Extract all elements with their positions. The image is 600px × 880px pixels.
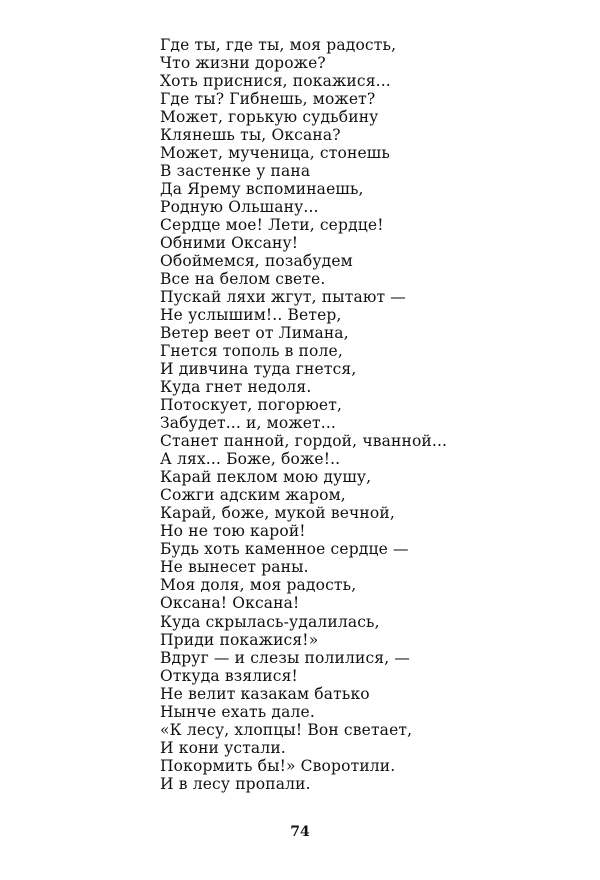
poem-line: Гнется тополь в поле, [160,342,343,361]
poem-line: Оксана! Оксана! [160,594,300,613]
poem-line: Карай пеклом мою душу, [160,468,372,487]
poem-line: Хоть приснися, покажися... [160,72,391,91]
poem-line: Забудет... и, может... [160,414,337,433]
poem-line: Может, мученица, стонешь [160,144,390,163]
poem-line: И кони устали. [160,738,286,757]
poem-line: Приди покажися!» [160,630,319,649]
poem-line: «К лесу, хлопцы! Вон светает, [160,720,413,739]
poem-line: Да Ярему вспоминаешь, [160,180,364,199]
poem-line: Но не тою карой! [160,522,306,541]
poem-line: А лях... Боже, боже!.. [160,450,341,469]
poem-line: Станет панной, гордой, чванной... [160,432,448,451]
page-number: 74 [290,824,310,840]
poem-line: И в лесу пропали. [160,774,311,793]
poem-line: Сердце мое! Лети, сердце! [160,216,384,235]
poem-text [160,36,580,793]
poem-line: Где ты? Гибнешь, может? [160,90,376,109]
poem-line: Не велит казакам батько [160,684,370,703]
poem-line: Откуда взялися! [160,666,298,685]
poem-line: Клянешь ты, Оксана? [160,126,341,145]
poem-line: Родную Ольшану... [160,198,319,217]
poem-line: Не вынесет раны. [160,558,309,577]
poem-line: Карай, боже, мукой вечной, [160,504,395,523]
poem-line: Моя доля, моя радость, [160,576,357,595]
poem-line: В застенке у пана [160,162,311,181]
poem-line: Все на белом свете. [160,270,326,289]
poem-line: Куда скрылась-удалилась, [160,612,380,631]
poem-line: Обними Оксану! [160,234,299,253]
poem-line: Покормить бы!» Своротили. [160,756,396,775]
poem-line: Может, горькую судьбину [160,108,379,127]
poem-line: Что жизни дороже? [160,54,326,73]
poem-line: Вдруг — и слезы полилися, — [160,648,411,667]
poem-line: Не услышим!.. Ветер, [160,306,342,325]
poem-line: Будь хоть каменное сердце — [160,540,409,559]
poem-line: Пускай ляхи жгут, пытают — [160,288,406,307]
poem-line: Где ты, где ты, моя радость, [160,36,397,54]
poem-line: И дивчина туда гнется, [160,360,357,379]
poem-line: Нынче ехать дале. [160,702,315,721]
poem-line: Ветер веет от Лимана, [160,324,349,343]
poem-line: Сожги адским жаром, [160,486,346,505]
poem-line: Куда гнет недоля. [160,378,312,397]
poem-line: Потоскует, погорюет, [160,396,343,415]
poem-line: Обоймемся, позабудем [160,252,353,271]
